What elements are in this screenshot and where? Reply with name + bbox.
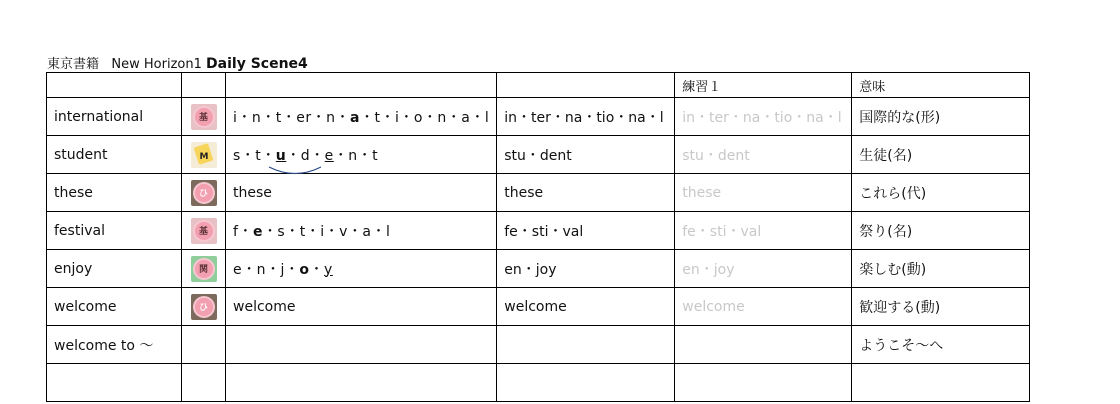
flower-kanji-icon: 基 bbox=[191, 218, 217, 244]
word-cell: welcome to ～ bbox=[47, 326, 182, 364]
flower-hiragana-icon: ひ bbox=[191, 180, 217, 206]
word-cell: festival bbox=[47, 212, 182, 250]
flower-kanji-icon: 関 bbox=[191, 256, 217, 282]
syllable-cell bbox=[226, 364, 497, 402]
word-cell: international bbox=[47, 98, 182, 136]
publisher-label: 東京書籍 bbox=[47, 57, 100, 72]
word-cell: welcome bbox=[47, 288, 182, 326]
table-row bbox=[47, 364, 1030, 402]
practice-cell: en・joy bbox=[675, 250, 852, 288]
practice-cell: welcome bbox=[675, 288, 852, 326]
icon-cell bbox=[182, 174, 226, 212]
table-row bbox=[47, 288, 1030, 326]
flower-hiragana-icon: ひ bbox=[191, 294, 217, 320]
meaning-cell bbox=[852, 364, 1030, 402]
practice-cell: in・ter・na・tio・na・l bbox=[675, 98, 852, 136]
icon-cell bbox=[182, 288, 226, 326]
meaning-cell: 生徒(名) bbox=[852, 136, 1030, 174]
table-row bbox=[47, 136, 1030, 174]
document-title bbox=[47, 53, 308, 72]
header-cell bbox=[497, 73, 675, 98]
meaning-cell: 祭り(名) bbox=[852, 212, 1030, 250]
split-cell: these bbox=[497, 174, 675, 212]
word-cell: student bbox=[47, 136, 182, 174]
header-cell bbox=[226, 73, 497, 98]
header-practice: 練習１ bbox=[675, 73, 852, 98]
table-row bbox=[47, 98, 1030, 136]
header-meaning: 意味 bbox=[852, 73, 1030, 98]
meaning-cell: これら(代) bbox=[852, 174, 1030, 212]
memo-m-icon: M bbox=[191, 142, 217, 168]
syllable-cell: i・n・t・er・n・a・t・i・o・n・a・l bbox=[226, 98, 497, 136]
split-cell bbox=[497, 364, 675, 402]
practice-cell bbox=[675, 364, 852, 402]
syllable-cell: these bbox=[226, 174, 497, 212]
header-cell bbox=[182, 73, 226, 98]
icon-cell bbox=[182, 250, 226, 288]
meaning-cell: 歓迎する(動) bbox=[852, 288, 1030, 326]
word-cell: these bbox=[47, 174, 182, 212]
scene-label: Daily Scene4 bbox=[206, 56, 308, 72]
practice-cell bbox=[675, 326, 852, 364]
word-cell: enjoy bbox=[47, 250, 182, 288]
liaison-arc-icon bbox=[267, 166, 323, 176]
syllable-cell: f・e・s・t・i・v・a・l bbox=[226, 212, 497, 250]
icon-cell bbox=[182, 326, 226, 364]
practice-cell: these bbox=[675, 174, 852, 212]
meaning-cell: 国際的な(形) bbox=[852, 98, 1030, 136]
split-cell: in・ter・na・tio・na・l bbox=[497, 98, 675, 136]
syllable-cell: e・n・j・o・y bbox=[226, 250, 497, 288]
table-row bbox=[47, 326, 1030, 364]
meaning-cell: 楽しむ(動) bbox=[852, 250, 1030, 288]
table-row bbox=[47, 250, 1030, 288]
syllable-cell: welcome bbox=[226, 288, 497, 326]
meaning-cell: ようこそ～へ bbox=[852, 326, 1030, 364]
split-cell: welcome bbox=[497, 288, 675, 326]
icon-cell bbox=[182, 212, 226, 250]
word-cell bbox=[47, 364, 182, 402]
split-cell: stu・dent bbox=[497, 136, 675, 174]
split-cell: en・joy bbox=[497, 250, 675, 288]
practice-cell: stu・dent bbox=[675, 136, 852, 174]
series-label: New Horizon1 bbox=[111, 57, 202, 72]
table-row bbox=[47, 174, 1030, 212]
split-cell bbox=[497, 326, 675, 364]
practice-cell: fe・sti・val bbox=[675, 212, 852, 250]
flower-kanji-icon: 基 bbox=[191, 104, 217, 130]
syllable-cell: s・t・u・d・e・n・t bbox=[226, 136, 497, 174]
vocabulary-table bbox=[46, 72, 1030, 402]
icon-cell bbox=[182, 364, 226, 402]
table-row bbox=[47, 212, 1030, 250]
syllable-cell bbox=[226, 326, 497, 364]
icon-cell bbox=[182, 136, 226, 174]
header-cell bbox=[47, 73, 182, 98]
icon-cell bbox=[182, 98, 226, 136]
table-header-row bbox=[47, 73, 1030, 98]
split-cell: fe・sti・val bbox=[497, 212, 675, 250]
